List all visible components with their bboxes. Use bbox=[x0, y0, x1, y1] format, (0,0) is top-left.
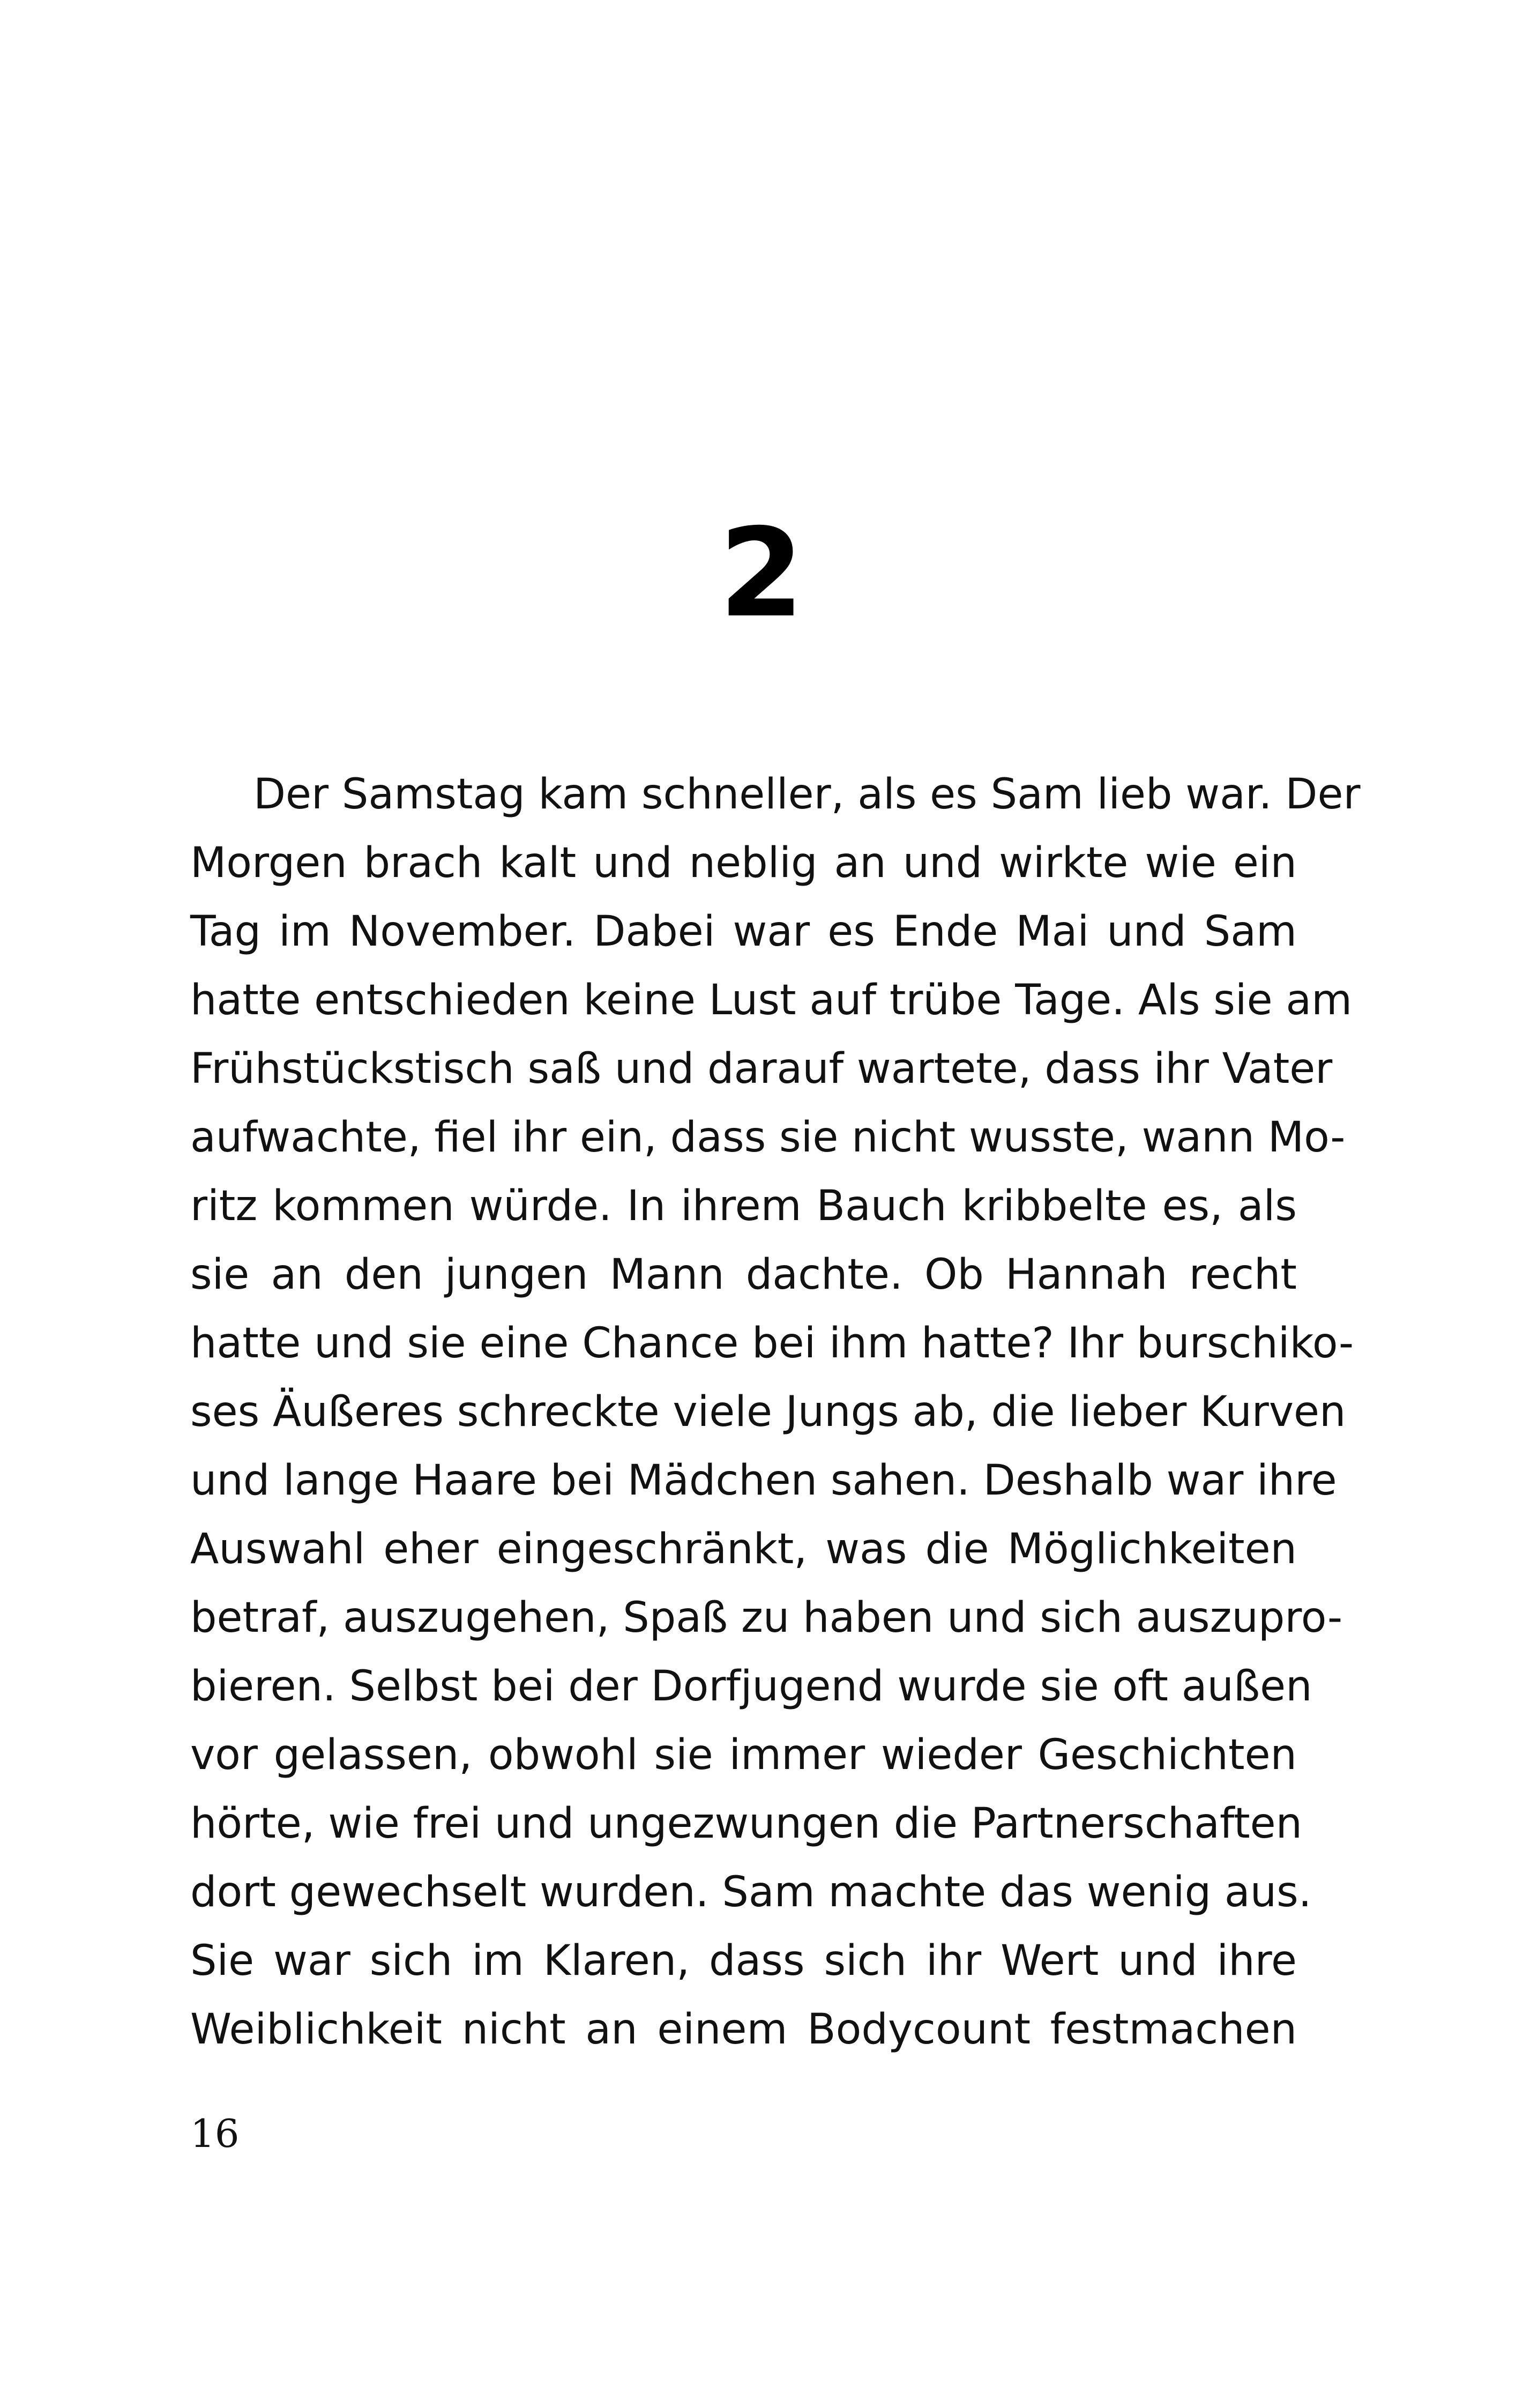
text-line: Frühstückstisch saß und darauf wartete, dass ihr Vater bbox=[190, 1045, 1333, 1093]
text-line: bieren. Selbst bei der Dorfjugend wurde sie oft außen bbox=[190, 1662, 1312, 1711]
text-line: Weiblichkeit nicht an einem Bodycount festmachen bbox=[190, 2005, 1297, 2054]
text-line: Morgen brach kalt und neblig an und wirkte wie ein bbox=[190, 839, 1297, 887]
chapter-number: 2 bbox=[719, 502, 804, 644]
text-line: hörte, wie frei und ungezwungen die Partnerschaften bbox=[190, 1800, 1303, 1848]
text-line: Sie war sich im Klaren, dass sich ihr Wert und ihre bbox=[190, 1937, 1297, 1985]
text-line: ses Äußeres schreckte viele Jungs ab, die lieber Kurven bbox=[190, 1388, 1346, 1436]
body-text bbox=[190, 760, 1361, 2064]
page-number: 16 bbox=[190, 2111, 240, 2156]
text-line: Tag im November. Dabei war es Ende Mai und Sam bbox=[190, 908, 1297, 956]
text-line: hatte und sie eine Chance bei ihm hatte? Ihr burschiko- bbox=[190, 1319, 1354, 1367]
text-line: ritz kommen würde. In ihrem Bauch kribbelte es, als bbox=[190, 1182, 1297, 1230]
text-line: dort gewechselt wurden. Sam machte das wenig aus. bbox=[190, 1868, 1312, 1916]
text-line: und lange Haare bei Mädchen sahen. Deshalb war ihre bbox=[190, 1456, 1337, 1505]
text-line: Der Samstag kam schneller, als es Sam lieb war. Der bbox=[253, 770, 1361, 819]
text-line: hatte entschieden keine Lust auf trübe Tage. Als sie am bbox=[190, 976, 1353, 1024]
text-line: sie an den jungen Mann dachte. Ob Hannah recht bbox=[190, 1251, 1297, 1299]
text-line: betraf, auszugehen, Spaß zu haben und sich auszupro- bbox=[190, 1594, 1343, 1642]
text-line: aufwachte, fiel ihr ein, dass sie nicht wusste, wann Mo- bbox=[190, 1113, 1346, 1162]
text-line: vor gelassen, obwohl sie immer wieder Geschichten bbox=[190, 1731, 1297, 1779]
text-line: Auswahl eher eingeschränkt, was die Möglichkeiten bbox=[190, 1525, 1297, 1573]
